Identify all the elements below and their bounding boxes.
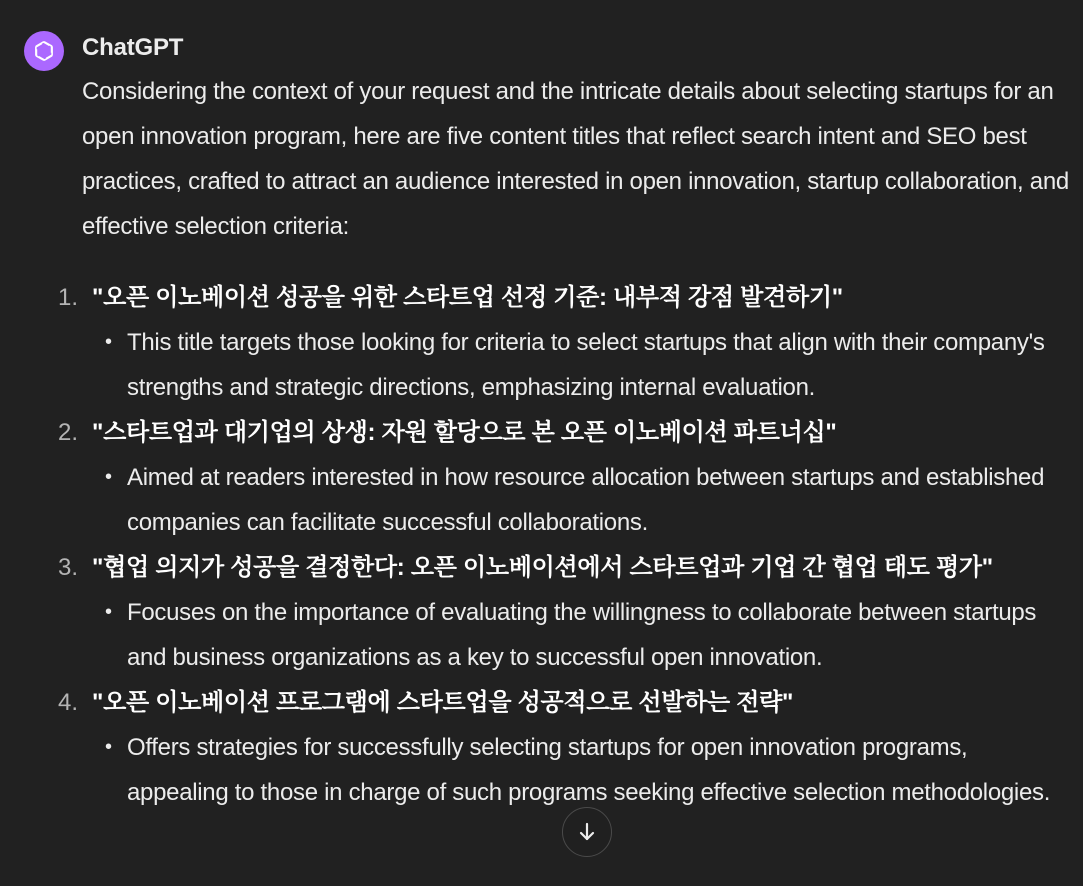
list-item xyxy=(58,545,1072,680)
list-item-title: "오픈 이노베이션 프로그램에 스타트업을 성공적으로 선발하는 전략" xyxy=(92,689,794,716)
list-item-description xyxy=(105,725,1072,815)
list-item-title: "오픈 이노베이션 성공을 위한 스타트업 선정 기준: 내부적 강점 발견하기" xyxy=(92,284,843,311)
description-text: Offers strategies for successfully selecting startups for open innovation programs, appealing to those in charge of such programs seeking effective selection methodologies. xyxy=(127,734,1051,806)
list-item xyxy=(58,410,1072,545)
sender-name: ChatGPT xyxy=(82,34,184,61)
list-item-description xyxy=(105,320,1072,410)
openai-logo-icon xyxy=(30,37,58,65)
title-list xyxy=(58,275,1072,815)
message-body xyxy=(58,69,1072,815)
list-item xyxy=(58,275,1072,410)
list-item-description-list xyxy=(92,455,1072,545)
description-text: Focuses on the importance of evaluating the willingness to collaborate between startups and business organizations as a key to successful open innovation. xyxy=(127,599,1037,671)
list-number: 3. xyxy=(58,554,79,581)
list-item-title: "협업 의지가 성공을 결정한다: 오픈 이노베이션에서 스타트업과 기업 간 협업 태도 평가" xyxy=(92,554,993,581)
description-text: This title targets those looking for criteria to select startups that align with their company's strengths and strategic directions, emphasizing internal evaluation. xyxy=(127,329,1045,401)
intro-paragraph: Considering the context of your request and the intricate details about selecting startups for an open innovation program, here are five content titles that reflect search intent and SEO best practices, crafted to attract an audience interested in open innovation, startup collaboration, and effective selection criteria: xyxy=(82,78,1069,240)
list-item-description xyxy=(105,590,1072,680)
list-number: 4. xyxy=(58,689,79,716)
bullet-icon: • xyxy=(105,466,112,488)
description-text: Aimed at readers interested in how resource allocation between startups and established companies can facilitate successful collaborations. xyxy=(127,464,1045,536)
list-item-description xyxy=(105,455,1072,545)
list-item-title: "스타트업과 대기업의 상생: 자원 할당으로 본 오픈 이노베이션 파트너십" xyxy=(92,419,837,446)
bullet-icon: • xyxy=(105,331,112,353)
scroll-to-bottom-button[interactable] xyxy=(562,807,612,857)
bullet-icon: • xyxy=(105,601,112,623)
list-item-description-list xyxy=(92,725,1072,815)
list-item-description-list xyxy=(92,320,1072,410)
list-number: 1. xyxy=(58,284,79,311)
list-number: 2. xyxy=(58,419,79,446)
list-item-description-list xyxy=(92,590,1072,680)
bullet-icon: • xyxy=(105,736,112,758)
list-item xyxy=(58,680,1072,815)
assistant-avatar xyxy=(24,31,64,71)
arrow-down-icon xyxy=(575,820,599,844)
